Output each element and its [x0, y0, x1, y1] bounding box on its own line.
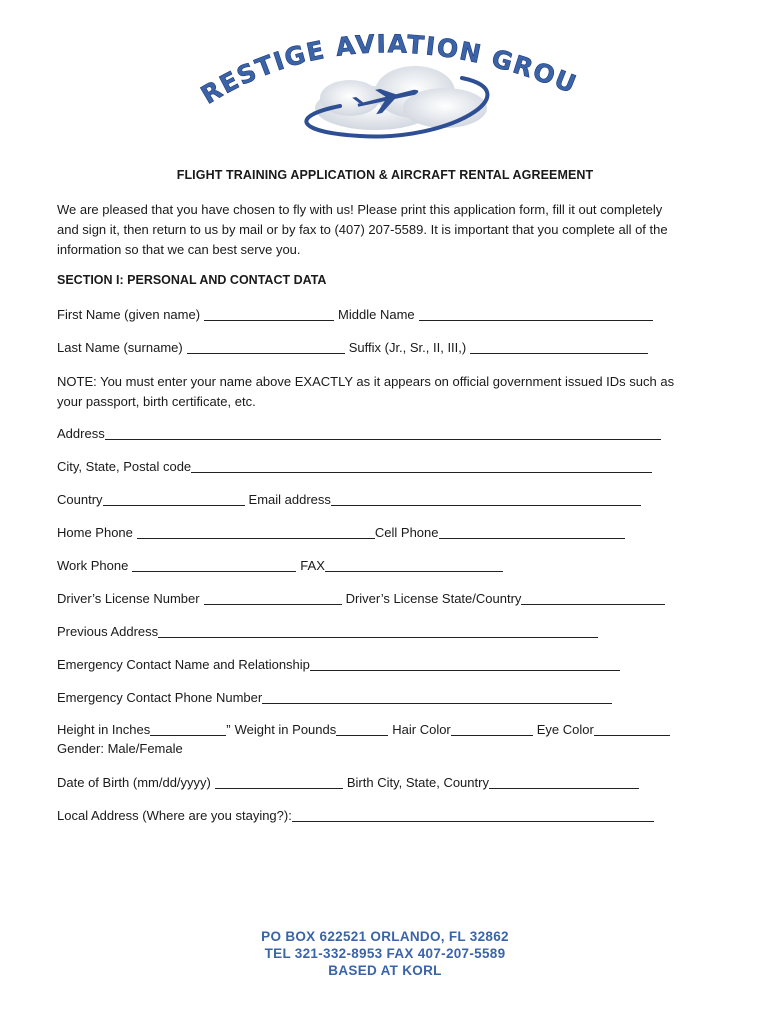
birth-place-field[interactable] [489, 774, 639, 789]
height-field[interactable] [150, 721, 226, 736]
local-address-row [57, 805, 697, 825]
hair-color-field[interactable] [451, 721, 533, 736]
city-row [57, 456, 697, 476]
logo-text: ESTIGE AVIATION GROU [214, 29, 580, 100]
country-field[interactable] [103, 491, 245, 506]
emergency-contact-field[interactable] [310, 656, 620, 671]
eye-color-field[interactable] [594, 721, 670, 736]
local-address-field[interactable] [292, 807, 654, 822]
suffix-field[interactable] [470, 339, 648, 354]
section-1-heading: SECTION I: PERSONAL AND CONTACT DATA [57, 273, 327, 287]
footer-phone-fax: TEL 321-332-8953 FAX 407-207-5589 [264, 946, 506, 961]
email-label: Email address [248, 492, 331, 507]
physical-row [57, 719, 697, 739]
height-label: Height in Inches [57, 722, 151, 737]
last-name-label: Last Name (surname) [57, 340, 183, 355]
emergency-contact-row [57, 654, 697, 674]
license-state-label: Driver’s License State/Country [345, 591, 522, 606]
middle-name-label: Middle Name [338, 307, 415, 322]
work-phone-field[interactable] [132, 557, 296, 572]
emergency-phone-row [57, 687, 697, 707]
previous-address-label: Previous Address [57, 624, 159, 639]
contact-footer [0, 928, 770, 979]
fax-label: FAX [300, 558, 325, 573]
footer-address: PO BOX 622521 ORLANDO, FL 32862 [261, 929, 509, 944]
gender-option[interactable]: Gender: Male/Female [57, 741, 183, 756]
last-name-field[interactable] [187, 339, 345, 354]
country-label: Country [57, 492, 103, 507]
name-row [57, 304, 697, 324]
phone-row [57, 522, 697, 542]
emergency-contact-label: Emergency Contact Name and Relationship [57, 657, 310, 672]
license-number-label: Driver’s License Number [57, 591, 200, 606]
home-phone-field[interactable] [137, 524, 375, 539]
license-row [57, 588, 697, 608]
email-field[interactable] [331, 491, 641, 506]
license-number-field[interactable] [204, 590, 342, 605]
logo-graphic [200, 20, 580, 150]
license-state-field[interactable] [521, 590, 665, 605]
first-name-field[interactable] [204, 306, 334, 321]
emergency-phone-field[interactable] [262, 689, 612, 704]
dob-label: Date of Birth (mm/dd/yyyy) [57, 775, 211, 790]
birth-place-label: Birth City, State, Country [346, 775, 489, 790]
work-fax-row [57, 555, 697, 575]
country-email-row [57, 489, 697, 509]
surname-row [57, 337, 697, 357]
company-logo [200, 20, 580, 150]
height-unit: ” [226, 722, 231, 737]
local-address-label: Local Address (Where are you staying?): [57, 808, 292, 823]
city-state-postal-field[interactable] [191, 458, 652, 473]
address-label: Address [57, 426, 105, 441]
birth-row [57, 772, 697, 792]
work-phone-label: Work Phone [57, 558, 129, 573]
city-state-postal-label: City, State, Postal code [57, 459, 192, 474]
address-field[interactable] [105, 425, 661, 440]
emergency-phone-label: Emergency Contact Phone Number [57, 690, 263, 705]
name-note: NOTE: You must enter your name above EXACTLY as it appears on official government issued IDs such as your passport, birth certificate, etc. [57, 374, 675, 409]
first-name-label: First Name (given name) [57, 307, 201, 322]
dob-field[interactable] [215, 774, 343, 789]
address-row [57, 423, 697, 443]
eye-color-label: Eye Color [536, 722, 594, 737]
cell-phone-field[interactable] [439, 524, 625, 539]
previous-address-field[interactable] [158, 623, 598, 638]
footer-base: BASED AT KORL [328, 963, 442, 978]
document-title: FLIGHT TRAINING APPLICATION & AIRCRAFT RENTAL AGREEMENT [176, 168, 594, 182]
intro-paragraph: We are pleased that you have chosen to fly with us! Please print this application form, fill it out completely and sign it, then return to us by mail or by fax to (407) 207-5589. It is important that you complete all of the information so that we can best serve you. [57, 202, 668, 257]
fax-field[interactable] [325, 557, 503, 572]
previous-address-row [57, 621, 697, 641]
weight-label: Weight in Pounds [234, 722, 337, 737]
suffix-label: Suffix (Jr., Sr., II, III,) [348, 340, 467, 355]
middle-name-field[interactable] [419, 306, 653, 321]
cell-phone-label: Cell Phone [374, 525, 439, 540]
weight-field[interactable] [336, 721, 388, 736]
hair-color-label: Hair Color [392, 722, 451, 737]
home-phone-label: Home Phone [57, 525, 133, 540]
